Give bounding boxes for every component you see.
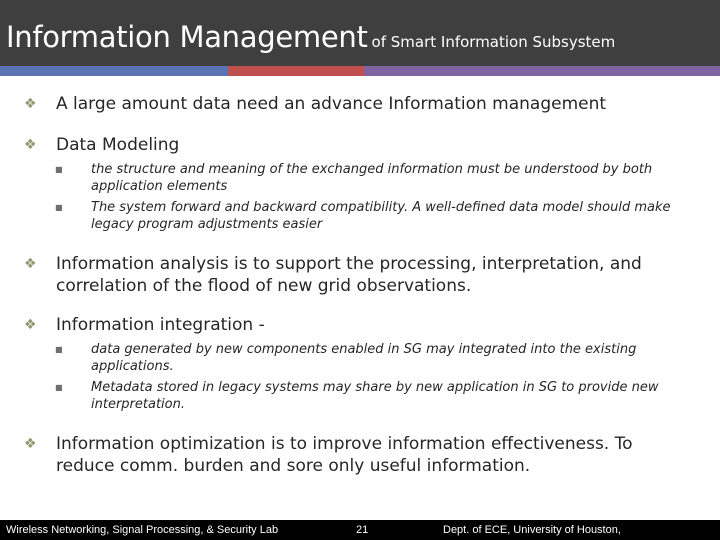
bullet-item xyxy=(24,433,676,477)
sub-bullet-item xyxy=(55,161,691,195)
sub-bullet-text: The system forward and backward compatibility. A well-defined data model should make legacy program adjustments easier xyxy=(91,200,671,232)
diamond-flower-icon: ❖ xyxy=(24,96,37,112)
diamond-flower-icon: ❖ xyxy=(24,436,37,452)
slide-footer xyxy=(0,520,720,540)
bullet-text: A large amount data need an advance Information management xyxy=(56,94,607,114)
square-bullet-icon: ■ xyxy=(55,383,63,392)
footer-department: Dept. of ECE, University of Houston, xyxy=(443,524,621,536)
sub-bullet-text: the structure and meaning of the exchanged information must be understood by both application elements xyxy=(91,162,653,194)
slide-title xyxy=(6,20,615,54)
bullet-text: Information analysis is to support the processing, interpretation, and correlation of the flood of new grid observations. xyxy=(56,254,642,296)
accent-bar-red xyxy=(228,66,364,76)
sub-bullet-item xyxy=(55,199,691,233)
square-bullet-icon: ■ xyxy=(55,345,63,354)
page-number: 21 xyxy=(356,524,369,536)
square-bullet-icon: ■ xyxy=(55,165,63,174)
bullet-text: Information optimization is to improve information effectiveness. To reduce comm. burden and sore only useful information. xyxy=(56,434,633,476)
sub-bullet-item xyxy=(55,341,691,375)
accent-bar-purple xyxy=(364,66,720,76)
square-bullet-icon: ■ xyxy=(55,203,63,212)
sub-bullet-text: Metadata stored in legacy systems may share by new application in SG to provide new interpretation. xyxy=(91,380,659,412)
diamond-flower-icon: ❖ xyxy=(24,137,37,153)
title-bar xyxy=(0,0,720,66)
bullet-item xyxy=(24,314,676,336)
bullet-text: Data Modeling xyxy=(56,135,180,155)
bullet-item xyxy=(24,134,676,156)
diamond-flower-icon: ❖ xyxy=(24,317,37,333)
accent-bar-blue xyxy=(0,66,228,76)
diamond-flower-icon: ❖ xyxy=(24,256,37,272)
bullet-text: Information integration - xyxy=(56,315,265,335)
slide-title-main: Information Management xyxy=(6,20,368,54)
footer-lab-name: Wireless Networking, Signal Processing, & Security Lab xyxy=(6,524,279,536)
slide-title-sub: of Smart Information Subsystem xyxy=(371,33,616,51)
sub-bullet-text: data generated by new components enabled in SG may integrated into the existing applications. xyxy=(91,342,637,374)
bullet-item xyxy=(24,253,676,297)
bullet-item xyxy=(24,93,676,115)
sub-bullet-item xyxy=(55,379,691,413)
